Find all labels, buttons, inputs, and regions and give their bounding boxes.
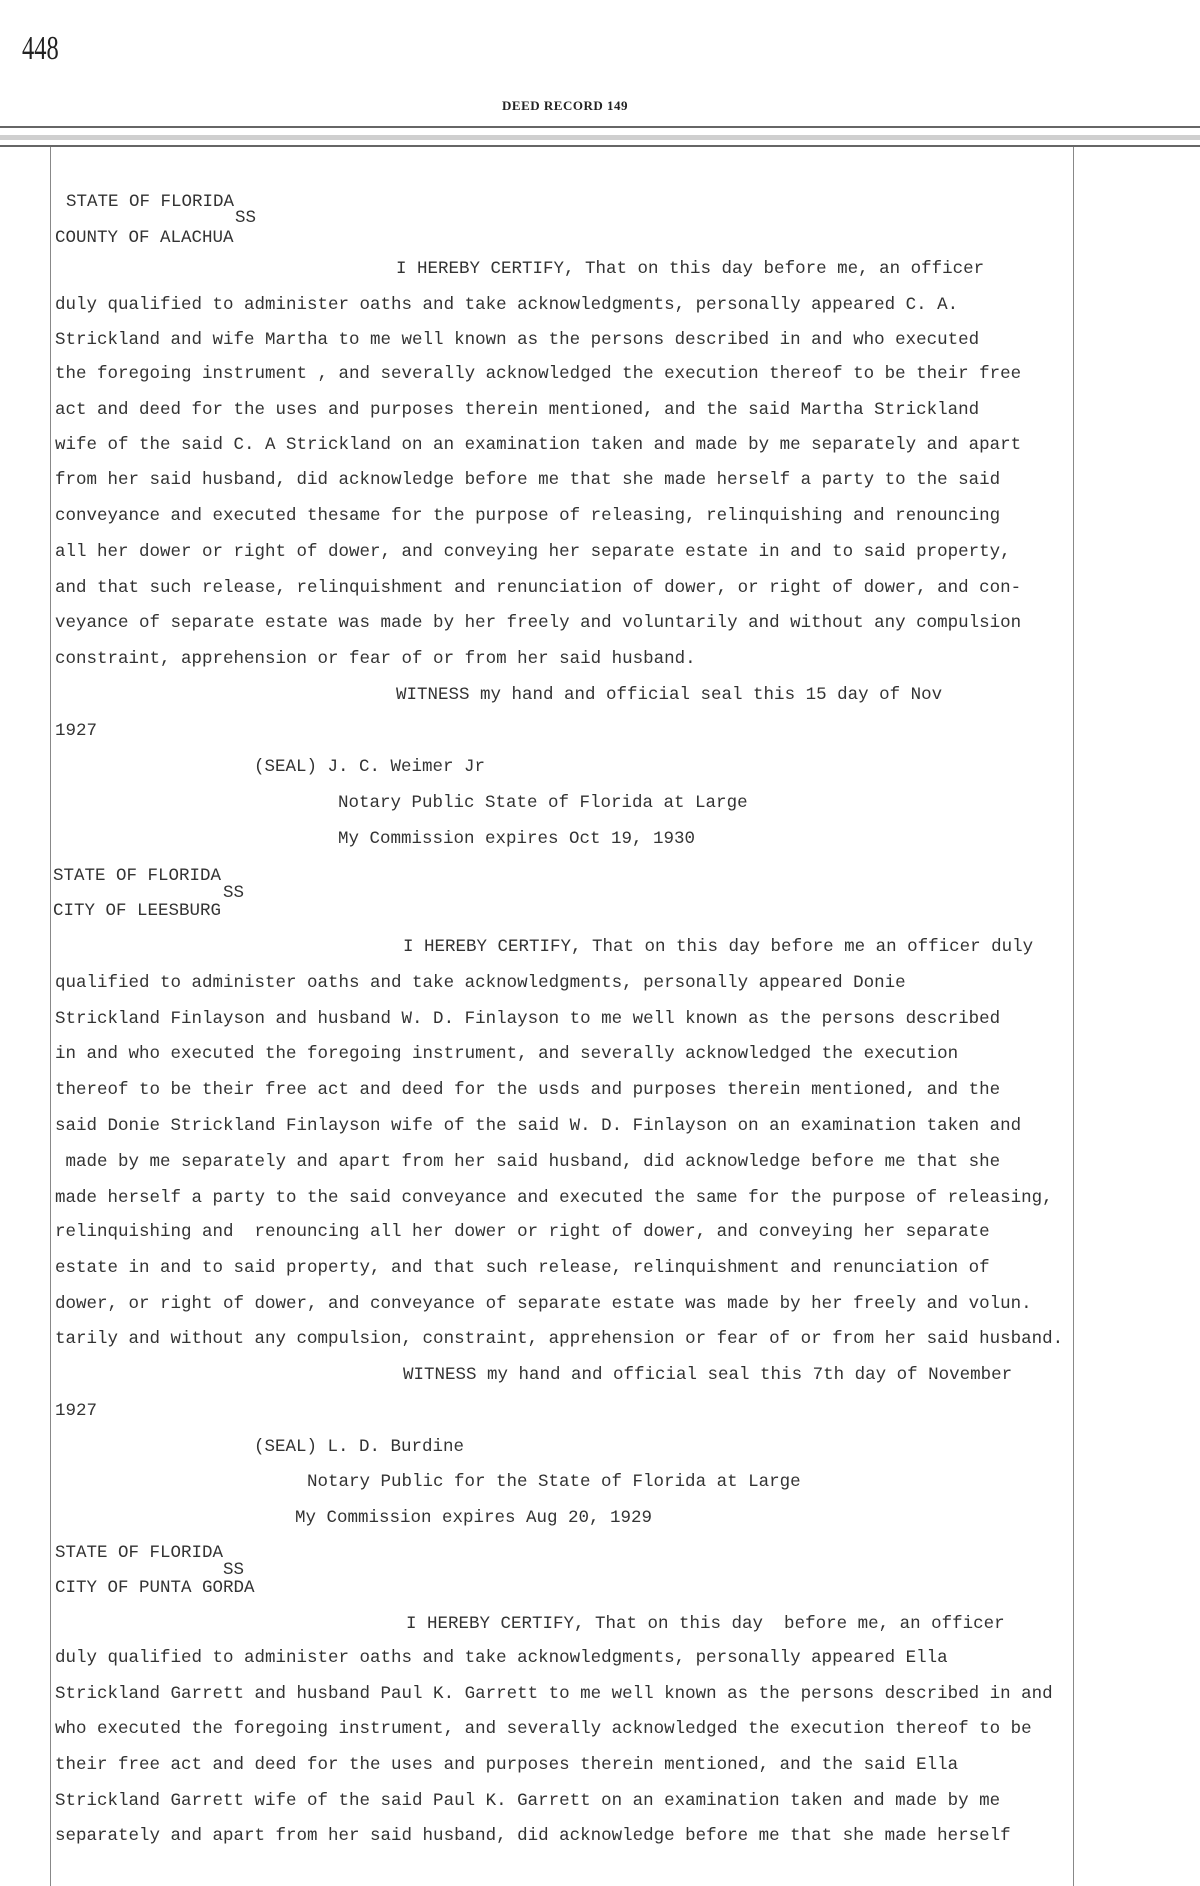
body-line: dower, or right of dower, and conveyance of separate estate was made by her freely and volun. xyxy=(55,1294,1032,1314)
body-line: constraint, apprehension or fear of or from her said husband. xyxy=(55,649,696,669)
venue-ss: SS xyxy=(223,1560,245,1580)
venue-ss: SS xyxy=(235,208,257,228)
notary-title: Notary Public for the State of Florida at Large xyxy=(307,1472,801,1492)
body-line: estate in and to said property, and that such release, relinquishment and renunciation of xyxy=(55,1258,990,1278)
body-line: made by me separately and apart from her said husband, did acknowledge before me that she xyxy=(55,1152,1001,1172)
venue-state: STATE OF FLORIDA xyxy=(55,1543,224,1563)
body-line: the foregoing instrument , and severally acknowledged the execution thereof to be their free xyxy=(55,364,1022,384)
venue-ss: SS xyxy=(223,883,245,903)
body-line: qualified to administer oaths and take acknowledgments, personally appeared Donie xyxy=(55,973,906,993)
venue-state: STATE OF FLORIDA xyxy=(66,192,235,212)
body-line: Strickland and wife Martha to me well known as the persons described in and who executed xyxy=(55,330,980,350)
venue-locality: COUNTY OF ALACHUA xyxy=(55,228,234,248)
body-line: in and who executed the foregoing instrument, and severally acknowledged the execution xyxy=(55,1044,959,1064)
header-rule xyxy=(0,145,1200,147)
venue-locality: CITY OF LEESBURG xyxy=(53,901,222,921)
certify-line: I HEREBY CERTIFY, That on this day before me, an officer xyxy=(396,259,985,279)
body-line: duly qualified to administer oaths and take acknowledgments, personally appeared Ella xyxy=(55,1648,948,1668)
body-line: tarily and without any compulsion, constraint, apprehension or fear of or from her said husband. xyxy=(55,1329,1064,1349)
body-line: who executed the foregoing instrument, and severally acknowledged the execution thereof to be xyxy=(55,1719,1032,1739)
left-margin-line xyxy=(50,147,51,1886)
header-rule xyxy=(0,126,1200,128)
notary-seal-signature: (SEAL) J. C. Weimer Jr xyxy=(254,757,486,777)
notary-seal-signature: (SEAL) L. D. Burdine xyxy=(254,1437,465,1457)
body-line: wife of the said C. A Strickland on an examination taken and made by me separately and apart xyxy=(55,435,1022,455)
body-line: Strickland Garrett and husband Paul K. Garrett to me well known as the persons described in and xyxy=(55,1684,1053,1704)
body-line: act and deed for the uses and purposes therein mentioned, and the said Martha Strickland xyxy=(55,400,980,420)
body-line: conveyance and executed thesame for the purpose of releasing, relinquishing and renouncing xyxy=(55,506,1001,526)
body-line: relinquishing and renouncing all her dower or right of dower, and conveying her separate xyxy=(55,1222,990,1242)
certify-line: I HEREBY CERTIFY, That on this day before me an officer duly xyxy=(403,937,1034,957)
venue-locality: CITY OF PUNTA GORDA xyxy=(55,1578,255,1598)
body-line: made herself a party to the said conveyance and executed the same for the purpose of releasing, xyxy=(55,1188,1053,1208)
body-line: said Donie Strickland Finlayson wife of the said W. D. Finlayson on an examination taken and xyxy=(55,1116,1022,1136)
commission-expiry: My Commission expires Oct 19, 1930 xyxy=(338,829,696,849)
body-line: Strickland Finlayson and husband W. D. Finlayson to me well known as the persons described xyxy=(55,1009,1001,1029)
notary-title: Notary Public State of Florida at Large xyxy=(338,793,748,813)
page-number: 448 xyxy=(22,30,59,67)
year-line: 1927 xyxy=(55,1401,98,1421)
body-line: their free act and deed for the uses and purposes therein mentioned, and the said Ella xyxy=(55,1755,959,1775)
certify-line: I HEREBY CERTIFY, That on this day before me, an officer xyxy=(406,1614,1005,1634)
year-line: 1927 xyxy=(55,721,98,741)
body-line: and that such release, relinquishment and renunciation of dower, or right of dower, and con- xyxy=(55,578,1022,598)
body-line: Strickland Garrett wife of the said Paul K. Garrett on an examination taken and made by me xyxy=(55,1791,1001,1811)
venue-state: STATE OF FLORIDA xyxy=(53,866,222,886)
body-line: separately and apart from her said husband, did acknowledge before me that she made herself xyxy=(55,1826,1011,1846)
witness-line: WITNESS my hand and official seal this 15 day of Nov xyxy=(396,685,943,705)
right-margin-line xyxy=(1073,147,1074,1886)
body-line: veyance of separate estate was made by her freely and voluntarily and without any compulsion xyxy=(55,613,1022,633)
body-line: duly qualified to administer oaths and take acknowledgments, personally appeared C. A. xyxy=(55,295,959,315)
body-line: all her dower or right of dower, and conveying her separate estate in and to said property, xyxy=(55,542,1011,562)
commission-expiry: My Commission expires Aug 20, 1929 xyxy=(295,1508,653,1528)
body-line: from her said husband, did acknowledge before me that she made herself a party to the said xyxy=(55,470,1001,490)
body-line: thereof to be their free act and deed for the usds and purposes therein mentioned, and the xyxy=(55,1080,1001,1100)
witness-line: WITNESS my hand and official seal this 7th day of November xyxy=(403,1365,1013,1385)
record-header: DEED RECORD 149 xyxy=(502,98,628,113)
header-rule xyxy=(0,135,1200,140)
